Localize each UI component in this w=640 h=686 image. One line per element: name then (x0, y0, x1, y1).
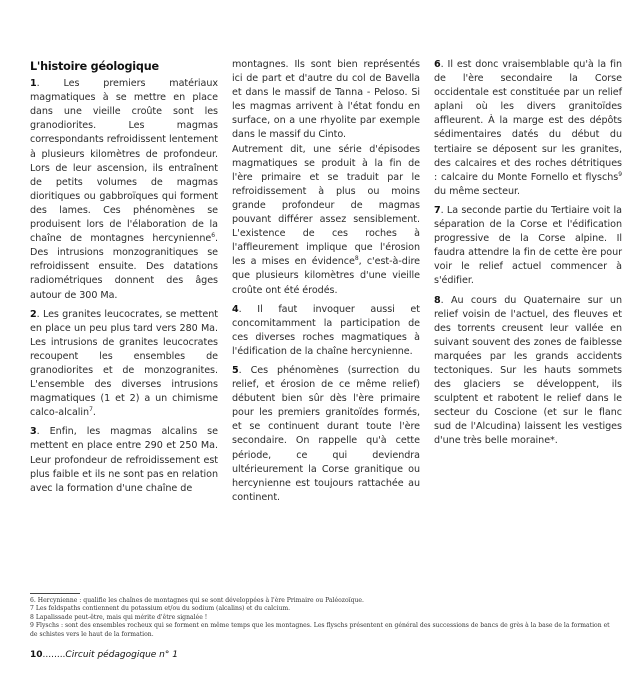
paragraph-text: . Ces phénomènes (surrection du relief, et érosion de ce même relief) débutent bien sûr dès l'ère primaire pour les premiers granitoïdes formés, et se continuent durant toute l'ère secondaire. On rappelle qu'à cette période, ce qui deviendra ultérieurement la Corse granitique ou hercynienne est toujours rattachée au continent. (232, 364, 420, 503)
paragraph-text: , c'est-à-dire que plusieurs kilomètres d'une vieille croûte ont été érodés. (232, 256, 420, 296)
text-column-1 (30, 58, 218, 501)
paragraph-text: . La seconde partie du Tertiaire voit la séparation de la Corse et l'édification progressive de la Corse alpine. Il faudra attendre la fin de cette ère pour voir le relief actuel commencer à s'édifier. (434, 204, 622, 287)
paragraph-3b (232, 143, 420, 298)
footnote-7: 7 Les feldspaths contiennent du potassium et/ou du sodium (alcalins) et du calcium. (30, 605, 291, 613)
paragraph-3 (30, 425, 218, 495)
paragraph-text: du même secteur. (434, 185, 520, 197)
paragraph-number: 4 (232, 303, 239, 315)
paragraph-8 (434, 294, 622, 449)
paragraph-text: . Il faut invoquer aussi et concomitamment la participation de ces diverses roches magmatiques à l'édification de la chaîne hercynienne. (232, 303, 420, 357)
paragraph-3-continued (232, 58, 420, 143)
paragraph-number: 1 (30, 78, 37, 90)
footnote-8: 8 Lapalissade peut-être, mais qui mérite d'être signalée ! (30, 613, 208, 621)
footnote-ref: 6 (211, 231, 215, 239)
paragraph-number: 5 (232, 364, 239, 376)
paragraph-5 (232, 364, 420, 505)
footnote-ref: 9 (618, 170, 622, 178)
paragraph-number: 6 (434, 59, 441, 70)
text-column-2 (232, 58, 420, 510)
page-footer (30, 650, 178, 660)
publication-title: Circuit pédagogique n° 1 (65, 650, 178, 660)
paragraph-2 (30, 308, 218, 421)
paragraph-text: . Enfin, les magmas alcalins se mettent en place entre 290 et 250 Ma. Leur profondeur de refroidissement est plus faible et ils ne sont pas en relation avec la formation d'une chaîne de (30, 426, 218, 494)
paragraph-text: montagnes. Ils sont bien représentés ici de part et d'autre du col de Bavella et dans le massif de Tanna - Peloso. Si les magmas arrivent à l'état fondu en surface, on a une rhyolite par exemple dans le massif du Cinto. (232, 59, 420, 141)
paragraph-text: . Au cours du Quaternaire sur un relief voisin de l'actuel, des fleuves et des torrents creusent leur vallée en suivant souvent des zones de faiblesse marquées par les grands accidents tectoniques. Sur les hauts sommets des glaciers se développent, ils sculptent et rabotent le relief dans le secteur du Coscione (et sur le flanc sud de l'Alcudina) laissent les vestiges d'une très belle moraine*. (434, 294, 622, 447)
paragraph-6 (434, 58, 622, 199)
footnotes (30, 597, 615, 639)
paragraph-text: Autrement dit, une série d'épisodes magmatiques se produit à la fin de l'ère primaire et se traduit par le refroidissement à plus ou moins grande profondeur de magmas pouvant différer assez sensiblement. L'existence de ces roches à l'affleurement implique que l'érosion les a mises en évidence (232, 143, 420, 268)
paragraph-7 (434, 204, 622, 289)
footnote-6: 6. Hercynienne : qualifie les chaînes de montagnes qui se sont développées à l'ère Primaire ou Paléozoïque. (30, 597, 364, 604)
paragraph-4 (232, 303, 420, 359)
paragraph-number: 3 (30, 426, 37, 438)
section-title: L'histoire géologique (30, 60, 159, 73)
footnote-9: 9 Flyschs : sont des ensembles rocheux qui se forment en même temps que les montagnes. Les flyschs présentent en général des successions de bancs de grès à la base de la formation et de schistes vers le haut de la formation. (30, 622, 610, 638)
paragraph-text: . Les premiers matériaux magmatiques à se mettre en place dans une vieille croûte sont les granodiorites. Les magmas correspondants refroidissent lentement à plusieurs kilomètres de profondeur. Lors de leur ascension, ils entraînent de petits volumes de magmas dioritiques ou gabbroïques qui forment des lames. Ces phénomènes se produisent lors de l'élaboration de la chaîne de montagnes hercynienne (30, 78, 218, 245)
paragraph-number: 8 (434, 294, 441, 306)
text-column-3 (434, 58, 622, 454)
footnote-ref: 8 (354, 255, 359, 263)
footer-dots: ........ (42, 650, 66, 660)
paragraph-text: . Il est donc vraisemblable qu'à la fin de l'ère secondaire la Corse occidentale est constituée par un relief aplani où les divers granitoïdes affleurent. À la marge est des dépôts sédimentaires datés du début du tertiaire se déposent sur les granites, des calcaires et des roches détritiques : calcaire du Monte Fornello et flyschs (434, 59, 622, 183)
footnote-ref: 7 (89, 406, 93, 414)
paragraph-1 (30, 77, 218, 303)
paragraph-number: 2 (30, 308, 37, 320)
paragraph-text: . Les granites leucocrates, se mettent en place un peu plus tard vers 280 Ma. Les intrusions de granites leucocrates recoupent les ensembles de granodiorites et de monzogranites. L'ensemble des diverses intrusions magmatiques (1 et 2) a un chimisme calco-alcalin (30, 308, 218, 419)
paragraph-number: 7 (434, 204, 441, 216)
paragraph-text: . Des intrusions monzogranitiques se refroidissent ensuite. Des datations radiométriques donnent des âges autour de 300 Ma. (30, 233, 218, 301)
footnote-divider (30, 593, 80, 594)
page-number: 10 (30, 650, 43, 660)
paragraph-text: . (92, 407, 96, 419)
